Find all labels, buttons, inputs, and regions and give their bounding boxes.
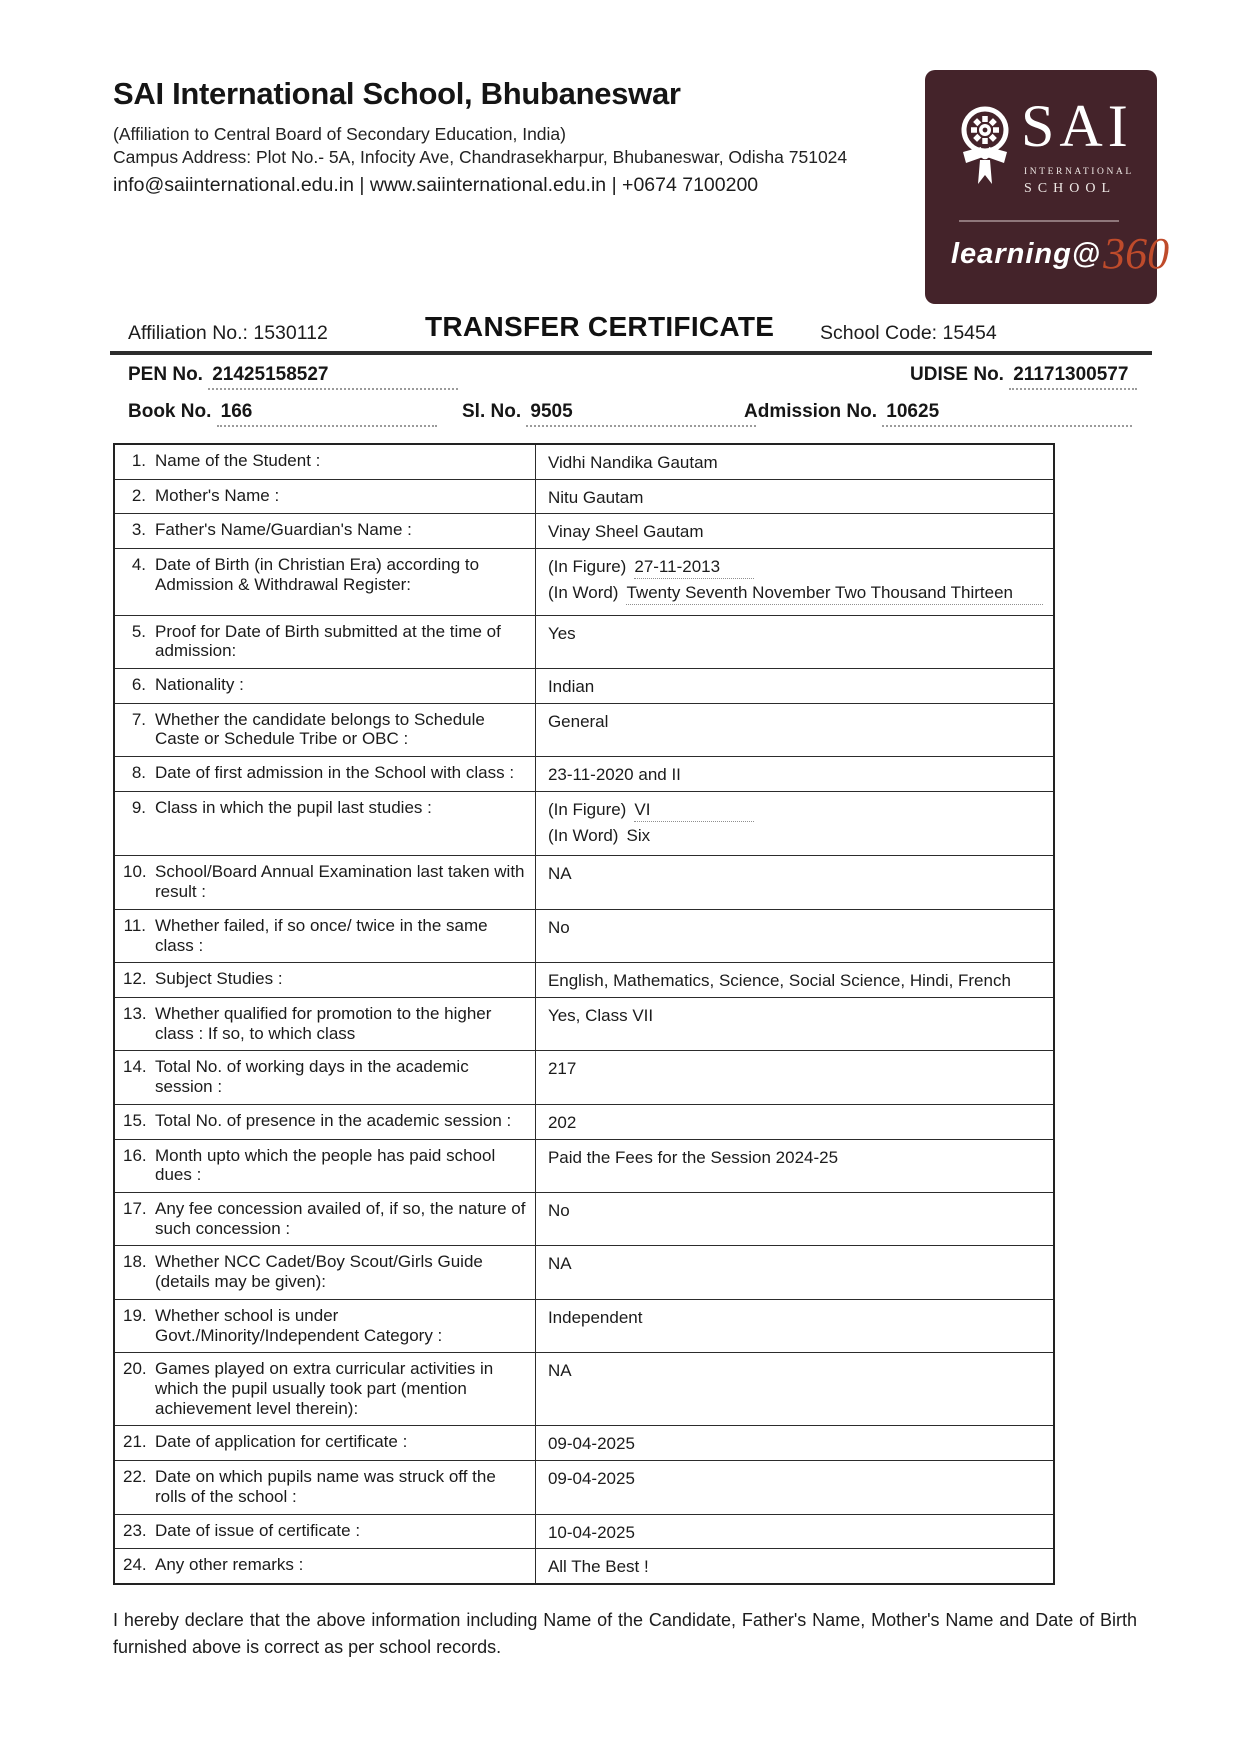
sl-value: 9505: [526, 401, 756, 427]
logo-tagline-number: 360: [1103, 229, 1170, 278]
campus-address: Campus Address: Plot No.- 5A, Infocity Ave, Chandrasekharpur, Bhubaneswar, Odisha 751024: [113, 147, 848, 167]
field-label-cell: [114, 757, 535, 792]
row-number: 20.: [123, 1359, 147, 1379]
field-value: Indian: [535, 669, 1054, 704]
field-value: Paid the Fees for the Session 2024-25: [535, 1139, 1054, 1192]
table-row: [114, 703, 1054, 756]
field-label-cell: [114, 549, 535, 615]
field-label: Date of issue of certificate :: [155, 1520, 361, 1540]
field-value: 10-04-2025: [535, 1514, 1054, 1549]
admission-label: Admission No.: [744, 401, 878, 422]
field-label-cell: [114, 963, 535, 998]
field-label-cell: [114, 1426, 535, 1461]
row-number: 5.: [131, 621, 146, 641]
table-row: [114, 1549, 1054, 1584]
field-label: Date on which pupils name was struck off the rolls of the school :: [155, 1467, 496, 1506]
row-number: 19.: [123, 1305, 147, 1325]
logo-sai-text: SAI: [1021, 93, 1133, 159]
field-label: Subject Studies :: [155, 969, 283, 989]
sl-label: Sl. No.: [462, 401, 522, 422]
serial-number-field: [462, 401, 756, 427]
table-row: [114, 549, 1054, 615]
row-number: 1.: [131, 451, 146, 470]
field-value: 09-04-2025: [535, 1461, 1054, 1514]
rosette-medal-icon: [953, 100, 1017, 194]
table-row: [114, 1192, 1054, 1245]
field-label: Proof for Date of Birth submitted at the time of admission:: [155, 621, 501, 661]
field-value: NA: [535, 856, 1054, 909]
document-title: TRANSFER CERTIFICATE: [425, 311, 775, 342]
logo-tagline: [951, 228, 1169, 279]
field-value: NA: [535, 1246, 1054, 1299]
table-row: [114, 615, 1054, 668]
row-number: 4.: [131, 555, 146, 575]
field-value: 27-11-2013: [634, 557, 754, 579]
field-label: Whether failed, if so once/ twice in the same class :: [155, 915, 488, 955]
table-row: [114, 514, 1054, 549]
row-number: 24.: [123, 1555, 147, 1575]
field-value: All The Best !: [535, 1549, 1054, 1584]
book-number-field: [128, 401, 437, 427]
field-label: Month upto which the people has paid school dues :: [155, 1145, 496, 1185]
field-label: School/Board Annual Examination last taken with result :: [155, 862, 525, 902]
field-label-cell: [114, 909, 535, 962]
row-number: 8.: [131, 763, 146, 783]
book-label: Book No.: [128, 401, 212, 422]
row-number: 23.: [123, 1520, 147, 1540]
row-number: 10.: [123, 862, 147, 882]
table-row: [114, 444, 1054, 479]
field-label: Any other remarks :: [155, 1555, 304, 1575]
table-row: [114, 1051, 1054, 1104]
title-divider-rule: [110, 351, 1152, 355]
table-row: [114, 856, 1054, 909]
admission-number-field: [744, 401, 1132, 427]
value-prefix: (In Figure): [547, 557, 627, 577]
certificate-table: [113, 443, 1055, 1585]
row-number: 3.: [131, 520, 146, 540]
school-header: [113, 76, 913, 197]
field-label-cell: [114, 1514, 535, 1549]
field-value: Nitu Gautam: [535, 479, 1054, 514]
field-label: Whether qualified for promotion to the higher class : If so, to which class: [155, 1003, 492, 1043]
field-label: Any fee concession availed of, if so, the nature of such concession :: [155, 1198, 526, 1238]
table-row: [114, 757, 1054, 792]
field-label-cell: [114, 1246, 535, 1299]
table-row: [114, 791, 1054, 855]
field-label-cell: [114, 1051, 535, 1104]
field-label: Name of the Student :: [155, 451, 321, 470]
declaration-text: I hereby declare that the above information including Name of the Candidate, Father's Name, Mother's Name and Date of Birth furnished above is correct as per school records.: [113, 1610, 1137, 1658]
field-label: Whether the candidate belongs to Schedule Caste or Schedule Tribe or OBC :: [155, 709, 485, 749]
table-row: [114, 669, 1054, 704]
logo-tagline-text: learning@: [951, 238, 1102, 270]
field-label-cell: [114, 1192, 535, 1245]
field-label: Nationality :: [155, 675, 244, 695]
affiliation-number: Affiliation No.: 1530112: [128, 322, 328, 344]
table-row: [114, 997, 1054, 1050]
udise-label: UDISE No.: [910, 364, 1004, 385]
row-number: 13.: [123, 1003, 147, 1023]
field-value: VI: [634, 800, 754, 822]
row-number: 7.: [131, 709, 146, 729]
row-number: 15.: [123, 1110, 147, 1130]
row-number: 6.: [131, 675, 146, 695]
field-label: Date of application for certificate :: [155, 1432, 408, 1452]
value-prefix: (In Figure): [547, 799, 627, 819]
field-value: English, Mathematics, Science, Social Science, Hindi, French: [535, 963, 1054, 998]
table-row: [114, 909, 1054, 962]
pen-label: PEN No.: [128, 364, 203, 385]
value-prefix: (In Word): [547, 582, 619, 602]
field-value: 09-04-2025: [535, 1426, 1054, 1461]
row-number: 11.: [123, 915, 146, 935]
field-label: Date of Birth (in Christian Era) according to Admission & Withdrawal Register:: [155, 555, 480, 594]
field-value: Vinay Sheel Gautam: [535, 514, 1054, 549]
field-value: NA: [535, 1353, 1054, 1426]
school-logo: [925, 70, 1170, 304]
field-value: Vidhi Nandika Gautam: [535, 444, 1054, 479]
field-label: Class in which the pupil last studies :: [155, 797, 432, 817]
field-label-cell: [114, 1139, 535, 1192]
field-value: 23-11-2020 and II: [535, 757, 1054, 792]
field-label-cell: [114, 1461, 535, 1514]
row-number: 17.: [123, 1198, 147, 1218]
field-value: No: [535, 1192, 1054, 1245]
field-value-cell: [535, 549, 1054, 615]
udise-value: 21171300577: [1009, 364, 1137, 390]
table-row: [114, 1139, 1054, 1192]
logo-school-text: SCHOOL: [1024, 181, 1117, 196]
field-label-cell: [114, 514, 535, 549]
field-label: Total No. of presence in the academic session :: [155, 1110, 512, 1130]
school-code: School Code: 15454: [820, 322, 997, 344]
field-label-cell: [114, 1104, 535, 1139]
field-label-cell: [114, 444, 535, 479]
field-label-cell: [114, 1353, 535, 1426]
value-prefix: (In Word): [547, 825, 619, 845]
field-value: Twenty Seventh November Two Thousand Thirteen: [626, 583, 1043, 605]
field-value: 217: [535, 1051, 1054, 1104]
table-row: [114, 479, 1054, 514]
field-label: Total No. of working days in the academic session :: [155, 1057, 469, 1097]
field-label-cell: [114, 479, 535, 514]
row-number: 21.: [123, 1432, 147, 1452]
field-label: Mother's Name :: [155, 485, 280, 505]
table-row: [114, 963, 1054, 998]
field-label-cell: [114, 997, 535, 1050]
table-row: [114, 1426, 1054, 1461]
field-label-cell: [114, 856, 535, 909]
field-value: General: [535, 703, 1054, 756]
field-label: Games played on extra curricular activities in which the pupil usually took part (mention achievement level therein):: [155, 1359, 494, 1418]
field-label-cell: [114, 615, 535, 668]
field-value: Six: [626, 825, 651, 845]
pen-number-field: [128, 364, 458, 390]
book-value: 166: [217, 401, 437, 427]
row-number: 14.: [123, 1057, 147, 1077]
field-label-cell: [114, 791, 535, 855]
field-value: No: [535, 909, 1054, 962]
table-row: [114, 1514, 1054, 1549]
field-value: Yes, Class VII: [535, 997, 1054, 1050]
field-value: Yes: [535, 615, 1054, 668]
pen-value: 21425158527: [208, 364, 458, 390]
field-label: Whether school is under Govt./Minority/Independent Category :: [155, 1305, 443, 1345]
udise-number-field: [910, 364, 1137, 390]
row-number: 18.: [123, 1252, 147, 1272]
table-row: [114, 1246, 1054, 1299]
table-row: [114, 1299, 1054, 1352]
table-row: [114, 1104, 1054, 1139]
table-row: [114, 1461, 1054, 1514]
contact-line: info@saiinternational.edu.in | www.saiinternational.edu.in | +0674 7100200: [113, 174, 759, 196]
row-number: 9.: [131, 797, 146, 817]
field-label-cell: [114, 1549, 535, 1584]
field-label-cell: [114, 1299, 535, 1352]
admission-value: 10625: [882, 401, 1132, 427]
row-number: 16.: [123, 1145, 147, 1165]
affiliation-line: (Affiliation to Central Board of Secondary Education, India): [113, 124, 566, 144]
field-label: Date of first admission in the School with class :: [155, 763, 515, 783]
row-number: 2.: [131, 485, 146, 505]
field-label: Father's Name/Guardian's Name :: [155, 520, 412, 540]
field-value-cell: [535, 791, 1054, 855]
school-name: SAI International School, Bhubaneswar: [113, 76, 681, 111]
field-label-cell: [114, 669, 535, 704]
field-value: 202: [535, 1104, 1054, 1139]
field-label: Whether NCC Cadet/Boy Scout/Girls Guide (details may be given):: [155, 1252, 483, 1292]
field-value: Independent: [535, 1299, 1054, 1352]
logo-divider: [959, 220, 1119, 222]
table-row: [114, 1353, 1054, 1426]
field-label-cell: [114, 703, 535, 756]
logo-international-text: INTERNATIONAL: [1024, 167, 1134, 177]
row-number: 12.: [123, 969, 147, 989]
row-number: 22.: [123, 1467, 147, 1487]
